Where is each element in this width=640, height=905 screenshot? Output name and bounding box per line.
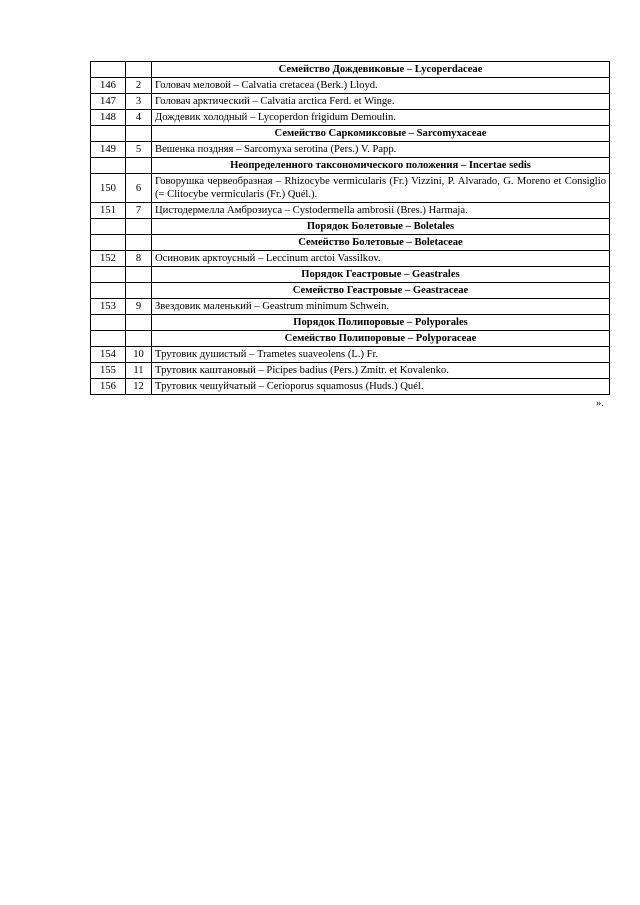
species-row <box>91 299 610 315</box>
taxon-heading-row <box>91 219 610 235</box>
empty-number-cell <box>91 283 126 299</box>
species-name: Головач меловой – Calvatia cretacea (Berk.) Lloyd. <box>152 78 610 94</box>
empty-number-cell <box>91 158 126 174</box>
species-row <box>91 78 610 94</box>
species-number: 155 <box>91 363 126 379</box>
empty-number-cell <box>91 267 126 283</box>
empty-sub-number-cell <box>126 267 152 283</box>
species-row <box>91 110 610 126</box>
species-name: Вешенка поздняя – Sarcomyxa serotina (Pers.) V. Papp. <box>152 142 610 158</box>
taxon-heading: Порядок Болетовые – Boletales <box>152 219 610 235</box>
taxon-heading-row <box>91 158 610 174</box>
species-number: 153 <box>91 299 126 315</box>
species-number: 148 <box>91 110 126 126</box>
empty-sub-number-cell <box>126 126 152 142</box>
empty-number-cell <box>91 126 126 142</box>
empty-number-cell <box>91 62 126 78</box>
species-number: 146 <box>91 78 126 94</box>
empty-number-cell <box>91 219 126 235</box>
species-sub-number: 2 <box>126 78 152 94</box>
species-sub-number: 11 <box>126 363 152 379</box>
taxon-heading: Семейство Болетовые – Boletaceae <box>152 235 610 251</box>
empty-sub-number-cell <box>126 219 152 235</box>
species-row <box>91 363 610 379</box>
species-sub-number: 10 <box>126 347 152 363</box>
taxon-heading-row <box>91 62 610 78</box>
empty-sub-number-cell <box>126 158 152 174</box>
species-number: 150 <box>91 174 126 203</box>
empty-number-cell <box>91 331 126 347</box>
species-name: Дождевик холодный – Lycoperdon frigidum Demoulin. <box>152 110 610 126</box>
species-name: Трутовик чешуйчатый – Cerioporus squamosus (Huds.) Quél. <box>152 379 610 395</box>
taxon-heading: Неопределенного таксономического положения – Incertae sedis <box>152 158 610 174</box>
taxon-heading: Семейство Саркомиксовые – Sarcomyxaceae <box>152 126 610 142</box>
taxon-heading-row <box>91 235 610 251</box>
species-name: Трутовик душистый – Trametes suaveolens (L.) Fr. <box>152 347 610 363</box>
taxon-heading: Семейство Полипоровые – Polyporaceae <box>152 331 610 347</box>
species-name: Цистодермелла Амброзиуса – Cystodermella ambrosii (Bres.) Harmaja. <box>152 203 610 219</box>
closing-quote: ». <box>596 398 604 409</box>
species-number: 151 <box>91 203 126 219</box>
species-table <box>90 61 610 395</box>
taxon-heading: Семейство Геастровые – Geastraceae <box>152 283 610 299</box>
empty-sub-number-cell <box>126 331 152 347</box>
species-sub-number: 7 <box>126 203 152 219</box>
empty-sub-number-cell <box>126 62 152 78</box>
empty-sub-number-cell <box>126 283 152 299</box>
species-name: Звездовик маленький – Geastrum minimum Schwein. <box>152 299 610 315</box>
taxon-heading: Семейство Дождевиковые – Lycoperdaceae <box>152 62 610 78</box>
empty-number-cell <box>91 315 126 331</box>
empty-number-cell <box>91 235 126 251</box>
species-number: 156 <box>91 379 126 395</box>
species-table-body <box>91 62 610 395</box>
empty-sub-number-cell <box>126 315 152 331</box>
taxon-heading-row <box>91 331 610 347</box>
species-sub-number: 3 <box>126 94 152 110</box>
species-number: 154 <box>91 347 126 363</box>
species-row <box>91 94 610 110</box>
empty-sub-number-cell <box>126 235 152 251</box>
taxon-heading: Порядок Полипоровые – Polyporales <box>152 315 610 331</box>
species-sub-number: 12 <box>126 379 152 395</box>
species-row <box>91 174 610 203</box>
taxon-heading-row <box>91 315 610 331</box>
species-number: 149 <box>91 142 126 158</box>
taxon-heading-row <box>91 126 610 142</box>
species-number: 147 <box>91 94 126 110</box>
species-row <box>91 203 610 219</box>
species-sub-number: 5 <box>126 142 152 158</box>
species-number: 152 <box>91 251 126 267</box>
species-sub-number: 6 <box>126 174 152 203</box>
species-row <box>91 379 610 395</box>
species-row <box>91 142 610 158</box>
species-sub-number: 9 <box>126 299 152 315</box>
species-name: Осиновик арктоусный – Leccinum arctoi Vassilkov. <box>152 251 610 267</box>
taxon-heading-row <box>91 283 610 299</box>
species-row <box>91 251 610 267</box>
species-name: Головач арктический – Calvatia arctica Ferd. et Winge. <box>152 94 610 110</box>
species-sub-number: 8 <box>126 251 152 267</box>
species-row <box>91 347 610 363</box>
species-sub-number: 4 <box>126 110 152 126</box>
taxon-heading: Порядок Геастровые – Geastrales <box>152 267 610 283</box>
taxon-heading-row <box>91 267 610 283</box>
species-name: Трутовик каштановый – Picipes badius (Pers.) Zmitr. et Kovalenko. <box>152 363 610 379</box>
species-name: Говорушка червеобразная – Rhizocybe vermicularis (Fr.) Vizzini, P. Alvarado, G. Moreno et Consiglio (= Clitocybe vermicularis (Fr.) Quél.). <box>152 174 610 203</box>
